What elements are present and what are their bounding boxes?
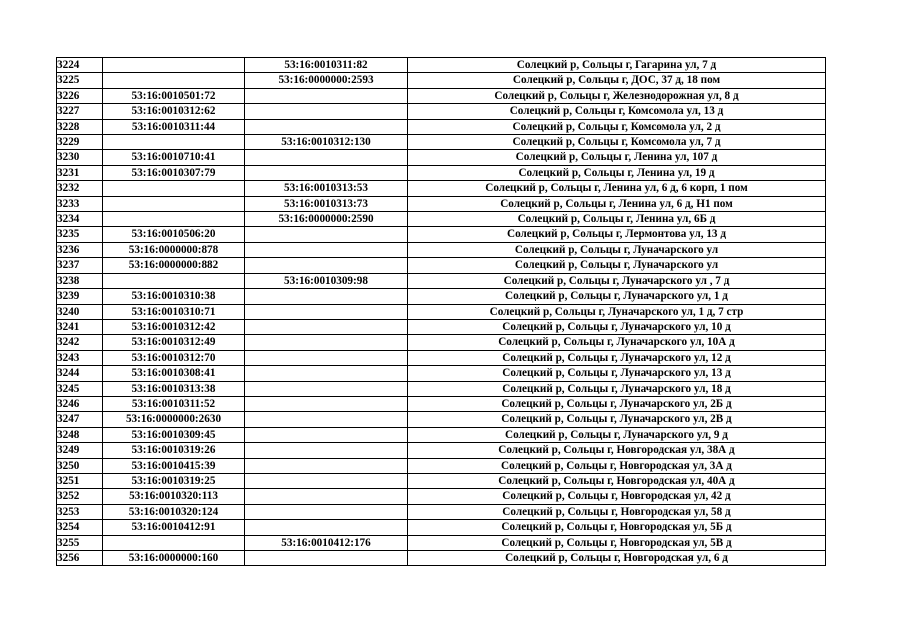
cadastral-number-cell <box>103 212 245 227</box>
table-row <box>57 196 826 211</box>
address-cell: Солецкий р, Сольцы г, Новгородская ул, 38А д <box>408 443 826 458</box>
cadastral-number-alt-cell <box>245 489 408 504</box>
cadastral-number-alt-cell <box>245 427 408 442</box>
cadastral-number-alt-cell <box>245 304 408 319</box>
table-row <box>57 242 826 257</box>
cadastral-number-cell: 53:16:0010320:113 <box>103 489 245 504</box>
address-cell: Солецкий р, Сольцы г, Луначарского ул, 2Б д <box>408 396 826 411</box>
cadastral-number-alt-cell <box>245 381 408 396</box>
cadastral-number-cell: 53:16:0000000:160 <box>103 551 245 566</box>
cadastral-number-alt-cell: 53:16:0010313:53 <box>245 181 408 196</box>
cadastral-number-cell: 53:16:0010307:79 <box>103 165 245 180</box>
registry-table-body <box>57 58 826 566</box>
table-row <box>57 273 826 288</box>
row-number-cell: 3245 <box>57 381 103 396</box>
row-number-cell: 3246 <box>57 396 103 411</box>
row-number-cell: 3251 <box>57 473 103 488</box>
cadastral-number-cell <box>103 535 245 550</box>
cadastral-number-alt-cell <box>245 458 408 473</box>
row-number-cell: 3237 <box>57 258 103 273</box>
table-row <box>57 88 826 103</box>
row-number-cell: 3239 <box>57 289 103 304</box>
table-row <box>57 458 826 473</box>
address-cell: Солецкий р, Сольцы г, Новгородская ул, 5В д <box>408 535 826 550</box>
row-number-cell: 3230 <box>57 150 103 165</box>
table-row <box>57 227 826 242</box>
row-number-cell: 3250 <box>57 458 103 473</box>
row-number-cell: 3229 <box>57 135 103 150</box>
cadastral-number-cell: 53:16:0010506:20 <box>103 227 245 242</box>
table-row <box>57 551 826 566</box>
cadastral-number-cell <box>103 73 245 88</box>
address-cell: Солецкий р, Сольцы г, ДОС, 37 д, 18 пом <box>408 73 826 88</box>
address-cell: Солецкий р, Сольцы г, Ленина ул, 6 д, 6 корп, 1 пом <box>408 181 826 196</box>
cadastral-number-alt-cell <box>245 242 408 257</box>
row-number-cell: 3247 <box>57 412 103 427</box>
cadastral-number-alt-cell: 53:16:0010312:130 <box>245 135 408 150</box>
address-cell: Солецкий р, Сольцы г, Железнодорожная ул, 8 д <box>408 88 826 103</box>
cadastral-number-alt-cell: 53:16:0000000:2590 <box>245 212 408 227</box>
cadastral-number-alt-cell <box>245 119 408 134</box>
row-number-cell: 3236 <box>57 242 103 257</box>
address-cell: Солецкий р, Сольцы г, Лермонтова ул, 13 д <box>408 227 826 242</box>
row-number-cell: 3248 <box>57 427 103 442</box>
row-number-cell: 3255 <box>57 535 103 550</box>
address-cell: Солецкий р, Сольцы г, Новгородская ул, 6 д <box>408 551 826 566</box>
address-cell: Солецкий р, Сольцы г, Луначарского ул, 10 д <box>408 319 826 334</box>
table-row <box>57 489 826 504</box>
table-row <box>57 304 826 319</box>
cadastral-number-cell: 53:16:0010308:41 <box>103 366 245 381</box>
cadastral-number-cell: 53:16:0010313:38 <box>103 381 245 396</box>
address-cell: Солецкий р, Сольцы г, Новгородская ул, 58 д <box>408 504 826 519</box>
address-cell: Солецкий р, Сольцы г, Луначарского ул, 1 д, 7 стр <box>408 304 826 319</box>
cadastral-number-alt-cell: 53:16:0010412:176 <box>245 535 408 550</box>
table-row <box>57 165 826 180</box>
address-cell: Солецкий р, Сольцы г, Луначарского ул, 9 д <box>408 427 826 442</box>
cadastral-number-cell: 53:16:0010412:91 <box>103 520 245 535</box>
cadastral-number-alt-cell <box>245 227 408 242</box>
row-number-cell: 3249 <box>57 443 103 458</box>
cadastral-number-cell: 53:16:0010320:124 <box>103 504 245 519</box>
row-number-cell: 3241 <box>57 319 103 334</box>
table-row <box>57 104 826 119</box>
cadastral-number-cell: 53:16:0010309:45 <box>103 427 245 442</box>
cadastral-number-cell: 53:16:0010710:41 <box>103 150 245 165</box>
address-cell: Солецкий р, Сольцы г, Луначарского ул, 18 д <box>408 381 826 396</box>
cadastral-number-alt-cell <box>245 520 408 535</box>
row-number-cell: 3224 <box>57 58 103 73</box>
cadastral-number-cell: 53:16:0010415:39 <box>103 458 245 473</box>
table-row <box>57 427 826 442</box>
table-row <box>57 58 826 73</box>
table-row <box>57 73 826 88</box>
table-row <box>57 289 826 304</box>
table-row <box>57 319 826 334</box>
cadastral-number-cell: 53:16:0010312:42 <box>103 319 245 334</box>
table-row <box>57 535 826 550</box>
table-row <box>57 119 826 134</box>
row-number-cell: 3235 <box>57 227 103 242</box>
cadastral-number-alt-cell <box>245 335 408 350</box>
row-number-cell: 3256 <box>57 551 103 566</box>
address-cell: Солецкий р, Сольцы г, Луначарского ул, 12 д <box>408 350 826 365</box>
cadastral-number-cell: 53:16:0010319:26 <box>103 443 245 458</box>
table-row <box>57 150 826 165</box>
address-cell: Солецкий р, Сольцы г, Ленина ул, 107 д <box>408 150 826 165</box>
row-number-cell: 3254 <box>57 520 103 535</box>
row-number-cell: 3240 <box>57 304 103 319</box>
table-row <box>57 366 826 381</box>
cadastral-number-cell <box>103 181 245 196</box>
row-number-cell: 3242 <box>57 335 103 350</box>
table-row <box>57 443 826 458</box>
cadastral-number-alt-cell <box>245 104 408 119</box>
cadastral-number-alt-cell: 53:16:0010313:73 <box>245 196 408 211</box>
table-row <box>57 473 826 488</box>
address-cell: Солецкий р, Сольцы г, Гагарина ул, 7 д <box>408 58 826 73</box>
cadastral-number-cell <box>103 196 245 211</box>
cadastral-number-cell: 53:16:0000000:878 <box>103 242 245 257</box>
row-number-cell: 3227 <box>57 104 103 119</box>
cadastral-number-alt-cell: 53:16:0010309:98 <box>245 273 408 288</box>
address-cell: Солецкий р, Сольцы г, Луначарского ул, 13 д <box>408 366 826 381</box>
cadastral-number-cell: 53:16:0010312:49 <box>103 335 245 350</box>
table-row <box>57 335 826 350</box>
row-number-cell: 3231 <box>57 165 103 180</box>
property-registry-table <box>56 57 826 566</box>
table-row <box>57 258 826 273</box>
cadastral-number-alt-cell <box>245 289 408 304</box>
cadastral-number-cell: 53:16:0010311:52 <box>103 396 245 411</box>
address-cell: Солецкий р, Сольцы г, Луначарского ул, 10А д <box>408 335 826 350</box>
cadastral-number-alt-cell <box>245 551 408 566</box>
row-number-cell: 3238 <box>57 273 103 288</box>
row-number-cell: 3253 <box>57 504 103 519</box>
table-row <box>57 520 826 535</box>
address-cell: Солецкий р, Сольцы г, Ленина ул, 19 д <box>408 165 826 180</box>
table-row <box>57 181 826 196</box>
cadastral-number-cell: 53:16:0010312:62 <box>103 104 245 119</box>
table-row <box>57 212 826 227</box>
address-cell: Солецкий р, Сольцы г, Комсомола ул, 7 д <box>408 135 826 150</box>
cadastral-number-alt-cell <box>245 504 408 519</box>
cadastral-number-cell <box>103 58 245 73</box>
address-cell: Солецкий р, Сольцы г, Комсомола ул, 2 д <box>408 119 826 134</box>
cadastral-number-alt-cell <box>245 443 408 458</box>
address-cell: Солецкий р, Сольцы г, Новгородская ул, 3А д <box>408 458 826 473</box>
cadastral-number-cell: 53:16:0010501:72 <box>103 88 245 103</box>
address-cell: Солецкий р, Сольцы г, Луначарского ул <box>408 258 826 273</box>
cadastral-number-cell <box>103 273 245 288</box>
row-number-cell: 3233 <box>57 196 103 211</box>
cadastral-number-alt-cell <box>245 396 408 411</box>
row-number-cell: 3232 <box>57 181 103 196</box>
address-cell: Солецкий р, Сольцы г, Ленина ул, 6Б д <box>408 212 826 227</box>
cadastral-number-cell: 53:16:0010311:44 <box>103 119 245 134</box>
address-cell: Солецкий р, Сольцы г, Новгородская ул, 5Б д <box>408 520 826 535</box>
cadastral-number-cell <box>103 135 245 150</box>
cadastral-number-alt-cell <box>245 350 408 365</box>
cadastral-number-alt-cell <box>245 88 408 103</box>
cadastral-number-alt-cell: 53:16:0000000:2593 <box>245 73 408 88</box>
row-number-cell: 3252 <box>57 489 103 504</box>
cadastral-number-cell: 53:16:0010310:71 <box>103 304 245 319</box>
address-cell: Солецкий р, Сольцы г, Луначарского ул, 2В д <box>408 412 826 427</box>
row-number-cell: 3234 <box>57 212 103 227</box>
address-cell: Солецкий р, Сольцы г, Комсомола ул, 13 д <box>408 104 826 119</box>
table-row <box>57 350 826 365</box>
row-number-cell: 3226 <box>57 88 103 103</box>
cadastral-number-alt-cell: 53:16:0010311:82 <box>245 58 408 73</box>
address-cell: Солецкий р, Сольцы г, Ленина ул, 6 д, Н1 пом <box>408 196 826 211</box>
address-cell: Солецкий р, Сольцы г, Новгородская ул, 40А д <box>408 473 826 488</box>
row-number-cell: 3243 <box>57 350 103 365</box>
row-number-cell: 3225 <box>57 73 103 88</box>
cadastral-number-alt-cell <box>245 412 408 427</box>
cadastral-number-cell: 53:16:0010319:25 <box>103 473 245 488</box>
cadastral-number-cell: 53:16:0000000:882 <box>103 258 245 273</box>
row-number-cell: 3244 <box>57 366 103 381</box>
cadastral-number-alt-cell <box>245 258 408 273</box>
address-cell: Солецкий р, Сольцы г, Луначарского ул <box>408 242 826 257</box>
cadastral-number-alt-cell <box>245 150 408 165</box>
table-row <box>57 504 826 519</box>
cadastral-number-cell: 53:16:0000000:2630 <box>103 412 245 427</box>
row-number-cell: 3228 <box>57 119 103 134</box>
table-row <box>57 135 826 150</box>
address-cell: Солецкий р, Сольцы г, Луначарского ул , 7 д <box>408 273 826 288</box>
cadastral-number-alt-cell <box>245 319 408 334</box>
cadastral-number-alt-cell <box>245 473 408 488</box>
table-row <box>57 381 826 396</box>
table-row <box>57 412 826 427</box>
cadastral-number-cell: 53:16:0010312:70 <box>103 350 245 365</box>
address-cell: Солецкий р, Сольцы г, Новгородская ул, 42 д <box>408 489 826 504</box>
cadastral-number-alt-cell <box>245 165 408 180</box>
cadastral-number-alt-cell <box>245 366 408 381</box>
table-row <box>57 396 826 411</box>
address-cell: Солецкий р, Сольцы г, Луначарского ул, 1 д <box>408 289 826 304</box>
cadastral-number-cell: 53:16:0010310:38 <box>103 289 245 304</box>
